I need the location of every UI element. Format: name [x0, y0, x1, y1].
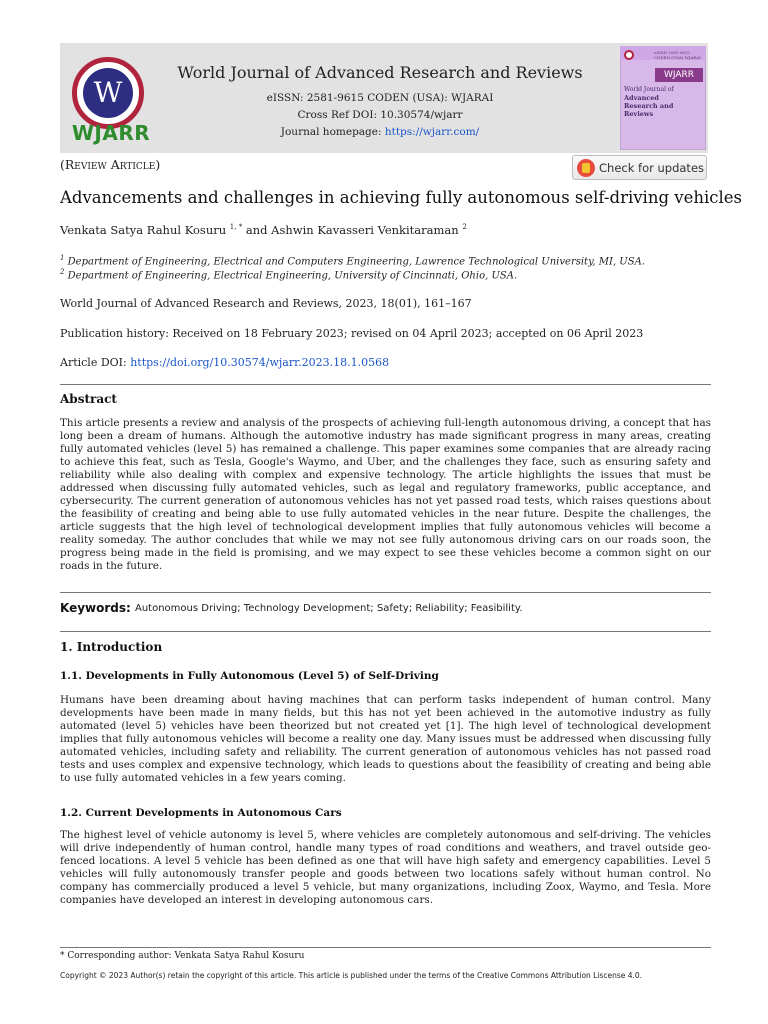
- abstract-text: This article presents a review and analysis of the prospects of achieving full-length autonomous driving, a concept that has long been a dream of humans. Although the automotive industry has made significant progress in many areas, creating fully automated vehicles (level 5) has remained a challenge. This paper examines some companies that are already racing to achieve this feat, such as Tesla, Google's Waymo, and Uber, and the challenges they face, such as ensuring safety and reliability while also dealing with complex and expensive technology. The article highlights the issues that must be addressed when discussing fully automated vehicles, such as legal and regulatory frameworks, public acceptance, and cybersecurity. The current generation of autonomous vehicles has not yet passed road tests, which raises questions about the feasibility of creating and being able to use fully automated vehicles in the near future. Despite the challenges, the article suggests that the high level of technological development implies that fully autonomous vehicles will become a reality someday. The author concludes that while we may not see fully autonomous driving cars on our roads soon, the progress being made in the field is promising, and we may expect to see these vehicles become a common sight on our roads in the future.: [60, 417, 711, 572]
- author-affiliation-marker: 2: [462, 223, 467, 232]
- homepage-link[interactable]: https://wjarr.com/: [384, 126, 480, 138]
- corresponding-author-footnote: * Corresponding author: Venkata Satya Rahul Kosuru: [60, 951, 305, 961]
- affiliation-text: Department of Engineering, Electrical and Computers Engineering, Lawrence Technological University, MI, USA.: [67, 256, 645, 268]
- affiliation-2: [60, 268, 517, 281]
- homepage-line: [160, 126, 600, 138]
- journal-logo-text: WJARR: [71, 121, 151, 145]
- cover-title: [624, 86, 704, 118]
- subsection-text: The highest level of vehicle autonomy is level 5, where vehicles are completely autonomous and self-driving. The vehicles will drive independently of human control, handle many types of road conditions and weathers, and travel outside geo-fenced locations. A level 5 vehicle has been defined as one that will have high safety and emergency capabilities. Level 5 vehicles will fully autonomously transfer people and goods between two locations safely without human control. No company has commercially produced a level 5 vehicle, but many organizations, including Zoox, Waymo, and Tesla. More companies have developed an interest in developing autonomous cars.: [60, 829, 711, 906]
- divider: [60, 631, 711, 632]
- author-name: Ashwin Kavasseri Venkitaraman: [271, 223, 459, 237]
- citation-line: World Journal of Advanced Research and Reviews, 2023, 18(01), 161–167: [60, 297, 472, 310]
- cover-title-line2: Advanced: [624, 94, 659, 102]
- affiliation-number: 1: [60, 254, 65, 262]
- journal-title: World Journal of Advanced Research and Reviews: [177, 63, 583, 82]
- divider: [60, 384, 711, 385]
- copyright-notice: Copyright © 2023 Author(s) retain the copyright of this article. This article is published under the terms of the Creative Commons Attribution Liscense 4.0.: [60, 971, 643, 980]
- article-title: Advancements and challenges in achieving fully autonomous self-driving vehicles: [60, 188, 743, 207]
- article-doi-line: [60, 356, 389, 369]
- author-affiliation-marker: 1, *: [229, 223, 243, 232]
- publication-history: Publication history: Received on 18 February 2023; revised on 04 April 2023; accepted on 06 April 2023: [60, 327, 644, 340]
- article-type-label: (Review Article): [60, 157, 161, 172]
- cover-logo-icon: [624, 50, 634, 60]
- crossref-line: Cross Ref DOI: 10.30574/wjarr: [297, 109, 463, 121]
- author-connector: and: [242, 223, 272, 237]
- affiliation-number: 2: [60, 268, 65, 276]
- divider: [60, 592, 711, 593]
- doi-link[interactable]: https://doi.org/10.30574/wjarr.2023.18.1.0568: [130, 356, 390, 369]
- cover-title-line4: Reviews: [624, 110, 654, 118]
- doi-label: Article DOI:: [60, 356, 131, 369]
- affiliation-text: Department of Engineering, Electrical Engineering, University of Cincinnati, Ohio, USA.: [67, 270, 518, 282]
- cover-title-line3: Research and: [624, 102, 674, 110]
- footnote-divider: [60, 947, 711, 948]
- subsection-heading: 1.2. Current Developments in Autonomous Cars: [60, 807, 342, 819]
- affiliation-1: [60, 254, 645, 267]
- cover-title-line1: World Journal of: [624, 86, 674, 93]
- homepage-label: Journal homepage:: [280, 126, 385, 138]
- subsection-text: Humans have been dreaming about having machines that can perform tasks independent of human control. Many developments have been made in many fields, but this has not yet been achieved in the automotive industry as fully automated (level 5) vehicles have been theorized but not created yet [1]. The high level of technological development implies that fully autonomous vehicles will become a reality one day. Many issues must be addressed when discussing fully automated vehicles, including safety and reliability. The current generation of autonomous vehicles has not passed road tests and uses complex and expensive technology, which leads to questions about the feasibility of creating and being able to use fully automated vehicles in a few years coming.: [60, 694, 711, 784]
- cover-issn: eISSN 2581-9615 CODEN (USA) WJARAI: [654, 50, 701, 60]
- journal-logo-icon: W: [83, 68, 133, 118]
- keywords-text: Autonomous Driving; Technology Development; Safety; Reliability; Feasibility.: [135, 603, 523, 614]
- check-for-updates-label[interactable]: Check for updates: [599, 161, 705, 175]
- abstract-heading: Abstract: [60, 392, 117, 406]
- author-name: Venkata Satya Rahul Kosuru: [60, 223, 227, 237]
- introduction-heading: 1. Introduction: [60, 640, 163, 654]
- issn-line: eISSN: 2581-9615 CODEN (USA): WJARAI: [266, 92, 494, 104]
- bookmark-icon: [582, 163, 590, 173]
- author-list: [60, 223, 467, 237]
- keywords-label: Keywords:: [60, 601, 131, 615]
- cover-band: WJARR: [655, 68, 703, 82]
- subsection-heading: 1.1. Developments in Fully Autonomous (Level 5) of Self-Driving: [60, 670, 439, 682]
